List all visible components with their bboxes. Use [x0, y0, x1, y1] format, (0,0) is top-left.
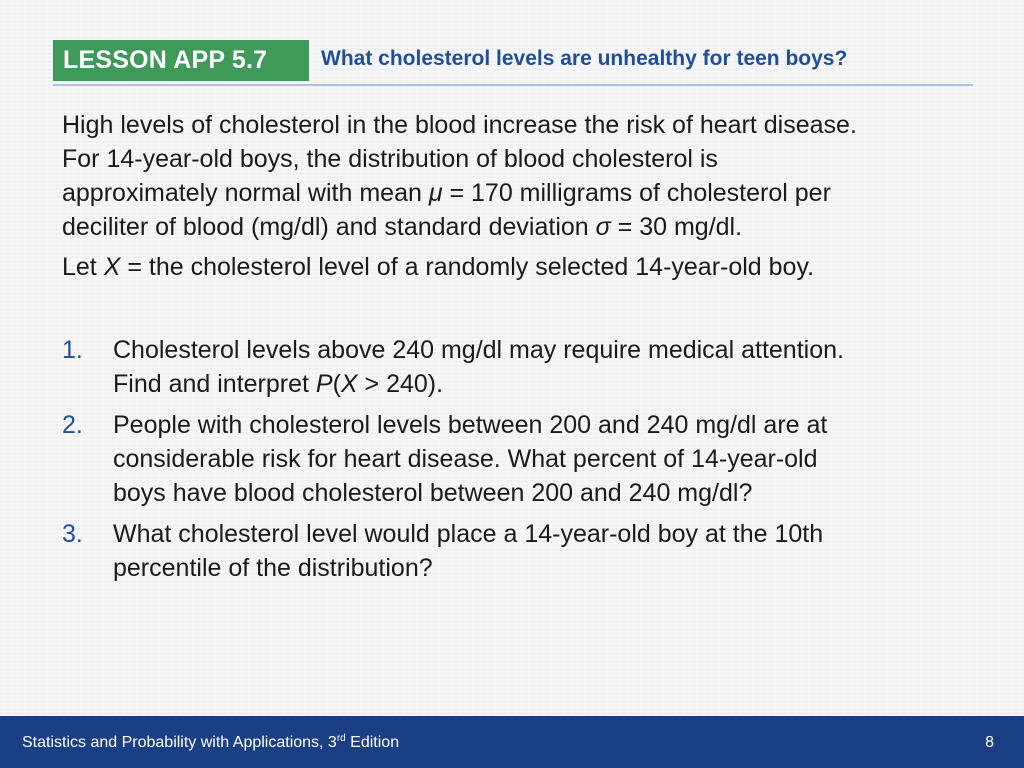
- intro-line-4b: = 30 mg/dl.: [610, 213, 743, 241]
- question-1-line-2b: > 240).: [357, 370, 444, 398]
- question-2-line-3: boys have blood cholesterol between 200 and 240 mg/dl?: [113, 479, 753, 507]
- question-3-line-1: What cholesterol level would place a 14-year-old boy at the 10th: [113, 520, 824, 548]
- book-title: [22, 733, 399, 753]
- question-1-line-2a: Find and interpret: [113, 370, 316, 398]
- question-list: [62, 333, 962, 592]
- paren-open: (: [332, 370, 341, 398]
- book-title-edition: Edition: [345, 734, 400, 751]
- let-prefix: Let: [62, 253, 104, 281]
- let-definition: = the cholesterol level of a randomly selected 14-year-old boy.: [120, 253, 815, 281]
- page-number: 8: [985, 734, 994, 751]
- mu-symbol: μ: [428, 179, 443, 207]
- variable-x: X: [103, 253, 121, 281]
- question-number: 2.: [62, 411, 83, 439]
- intro-line-2: For 14-year-old boys, the distribution of blood cholesterol is: [62, 145, 718, 173]
- intro-line-3a: approximately normal with mean: [62, 179, 429, 207]
- question-1-line-1: Cholesterol levels above 240 mg/dl may require medical attention.: [113, 336, 844, 364]
- intro-paragraph: [62, 108, 982, 244]
- question-item: [62, 517, 962, 585]
- variable-definition: [62, 250, 982, 284]
- slide-header: [53, 40, 973, 86]
- question-3-line-2: percentile of the distribution?: [113, 554, 433, 582]
- lesson-badge: LESSON APP 5.7: [53, 40, 309, 81]
- question-number: 3.: [62, 520, 83, 548]
- sigma-symbol: σ: [595, 213, 611, 241]
- question-2-line-1: People with cholesterol levels between 200 and 240 mg/dl are at: [113, 411, 828, 439]
- book-title-main: Statistics and Probability with Applications, 3: [22, 734, 337, 751]
- question-2-line-2: considerable risk for heart disease. What percent of 14-year-old: [113, 445, 818, 473]
- question-number: 1.: [62, 336, 83, 364]
- question-item: [62, 408, 962, 510]
- intro-line-1: High levels of cholesterol in the blood increase the risk of heart disease.: [62, 111, 857, 139]
- x-symbol: X: [340, 370, 358, 398]
- question-item: [62, 333, 962, 401]
- lesson-title: What cholesterol levels are unhealthy for teen boys?: [321, 47, 848, 70]
- edition-superscript: rd: [336, 733, 346, 744]
- slide-footer: [0, 716, 1024, 768]
- intro-text: [62, 108, 982, 284]
- intro-line-4a: deciliter of blood (mg/dl) and standard deviation: [62, 213, 596, 241]
- intro-line-3b: = 170 milligrams of cholesterol per: [442, 179, 831, 207]
- p-symbol: P: [315, 370, 333, 398]
